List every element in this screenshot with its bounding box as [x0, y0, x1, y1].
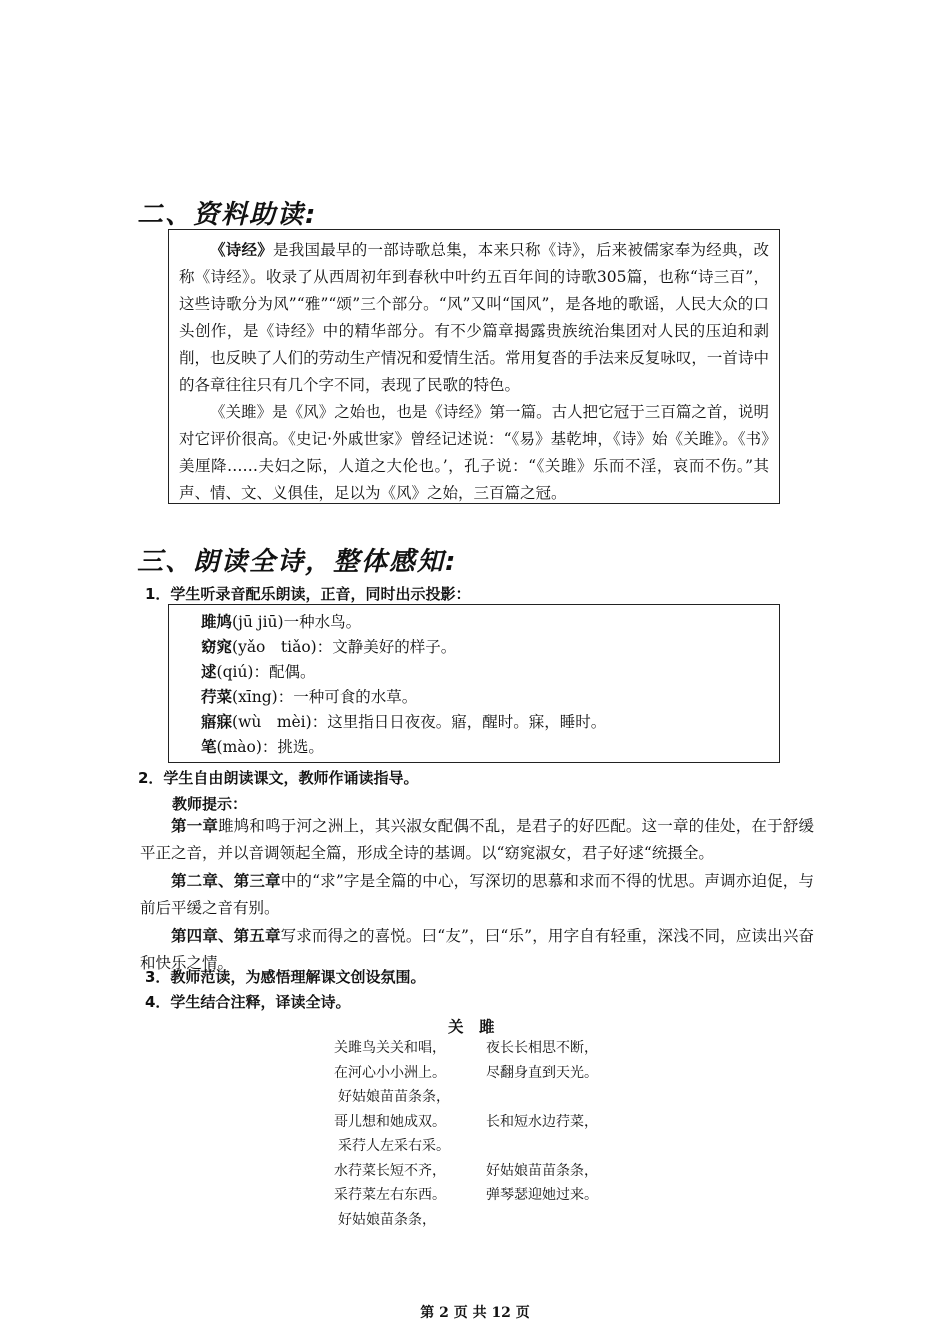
teacher-tip-label: 教师提示：	[172, 795, 248, 813]
poem-line: 好姑娘苗苗条条，	[486, 1162, 598, 1179]
shijing-lead: 《诗经》	[210, 240, 273, 259]
tip-chapter-1: 第一章雎鸠和鸣于河之洲上，其兴淑女配偶不乱，是君子的好匹配。这一章的佳处，在于舒缓平正之音，并以音调领起全篇，形成全诗的基调。以“窈窕淑女，君子好逑“统摄全。	[140, 816, 814, 862]
vocab-item: 窈窕(yǎo tiǎo)：文静美好的样子。	[201, 637, 457, 656]
poem-right-column	[486, 1036, 598, 1232]
section-2-title: 二、资料助读:	[137, 200, 318, 230]
teacher-tips	[140, 812, 814, 977]
tip-chapter-4-5: 第四章、第五章写求而得之的喜悦。曰“友”，曰“乐”，用字自有轻重，深浅不同，应读出兴奋和快乐之情。	[140, 926, 814, 972]
vocab-item: 寤寐(wù mèi)：这里指日日夜夜。寤，醒时。寐，睡时。	[201, 712, 607, 731]
vocab-item: 荇菜(xīng)：一种可食的水草。	[201, 687, 418, 706]
poem-title: 关 雎	[448, 1018, 495, 1036]
reading-material-box	[168, 229, 780, 504]
poem-line: 哥儿想和她成双。	[334, 1113, 446, 1130]
section-3-title: 三、朗读全诗，整体感知:	[137, 547, 458, 577]
guanju-paragraph: 《关雎》是《风》之始也，也是《诗经》第一篇。古人把它冠于三百篇之首，说明对它评价很高。《史记·外戚世家》曾经记述说：“《易》基乾坤，《诗》始《关雎》。《书》美厘降……夫妇之际，人道之大伦也。’，孔子说：“《关雎》乐而不淫，哀而不伤。”其声、情、文、义俱佳，足以为《风》之始，三百篇之冠。	[179, 403, 769, 502]
poem-line: 在河心小小洲上。	[334, 1064, 446, 1081]
vocab-box	[168, 604, 780, 763]
step-1-heading: 1．学生听录音配乐朗读，正音，同时出示投影：	[145, 585, 471, 603]
shijing-paragraph	[179, 236, 769, 399]
poem-line	[486, 1085, 598, 1110]
vocab-item: 笔(mào)：挑选。	[201, 737, 324, 756]
poem-line: 尽翻身直到天光。	[486, 1064, 598, 1081]
poem-line	[486, 1134, 598, 1159]
poem-line: 弹琴瑟迎她过来。	[486, 1187, 598, 1203]
poem-line: 采荇菜左右东西。	[334, 1187, 446, 1203]
shijing-text: 是我国最早的一部诗歌总集，本来只称《诗》，后来被儒家奉为经典，改称《诗经》。收录了从西周初年到春秋中叶约五百年间的诗歌305篇，也称“诗三百”，这些诗歌分为风”“雅”“颂”三个部分。“风”又叫“国风”，是各地的歌谣，人民大众的口头创作，是《诗经》中的精华部分。有不少篇章揭露贵族统治集团对人民的压迫和剥削，也反映了人们的劳动生产情况和爱情生活。常用复沓的手法来反复咏叹，一首诗中的各章往往只有几个字不同，表现了民歌的特色。	[179, 241, 769, 394]
poem-line: 长和短水边荇菜，	[486, 1113, 598, 1130]
page-footer: 第 2 页 共 12 页	[420, 1305, 530, 1321]
poem-line: 关雎鸟关关和唱，	[334, 1040, 446, 1056]
poem-line: 水荇菜长短不齐，	[334, 1162, 446, 1179]
step-3-heading: 3．教师范读，为感悟理解课文创设氛围。	[145, 968, 426, 986]
poem-line: 采荇人左采右采。	[338, 1138, 450, 1154]
poem-line	[486, 1208, 598, 1233]
vocab-item: 逑(qiú)：配偶。	[201, 662, 316, 681]
tip-chapter-2-3: 第二章、第三章中的“求”字是全篇的中心，写深切的思慕和求而不得的忧思。声调亦迫促，与前后平缓之音有别。	[140, 871, 814, 917]
poem-line: 夜长长相思不断，	[486, 1040, 598, 1056]
vocab-item: 雎鸠(jū jiū)一种水鸟。	[201, 612, 362, 631]
poem-left-column	[334, 1036, 450, 1232]
poem-line: 好姑娘苗条条，	[338, 1211, 436, 1228]
step-4-heading: 4．学生结合注释，译读全诗。	[145, 993, 351, 1011]
step-2-heading: 2．学生自由朗读课文，教师作诵读指导。	[138, 769, 419, 787]
poem-line: 好姑娘苗苗条条，	[338, 1089, 450, 1105]
